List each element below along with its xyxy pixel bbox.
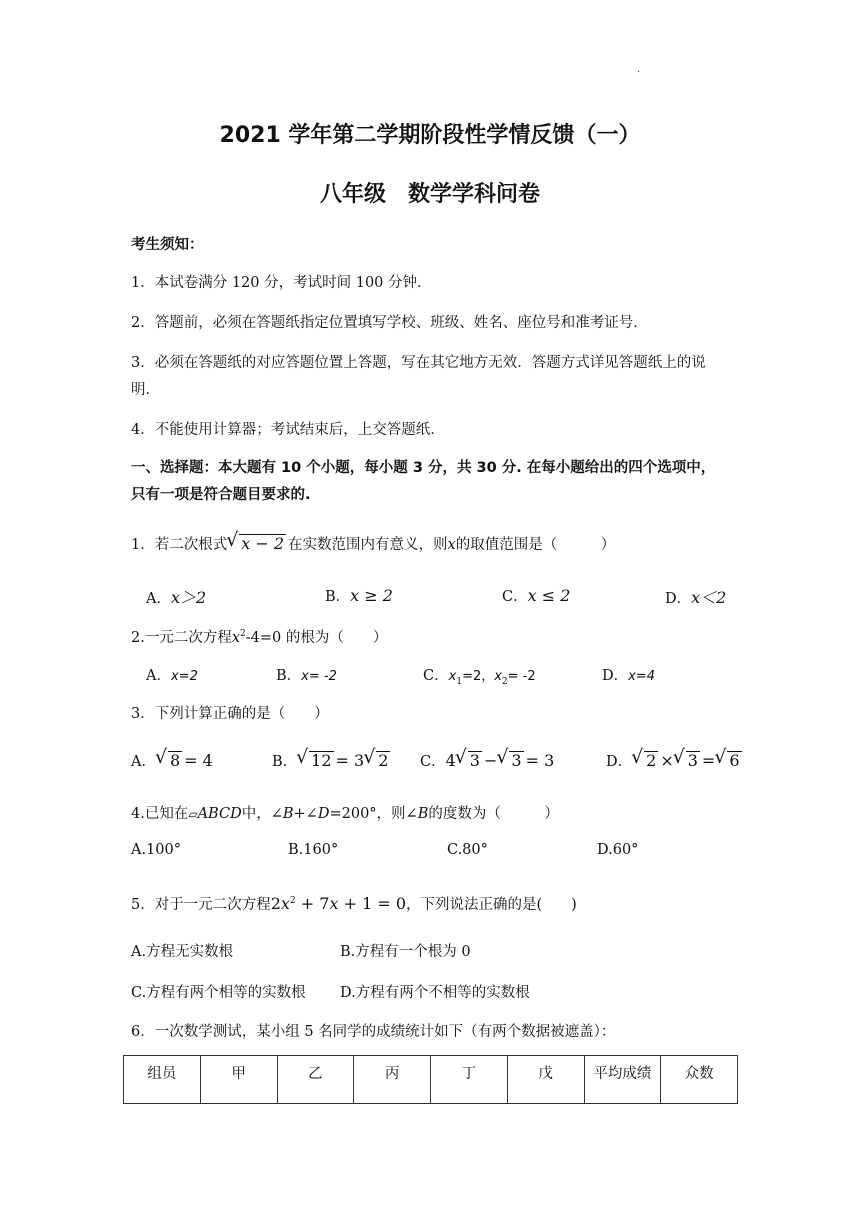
- radical: [715, 751, 741, 770]
- q4-option-a: A.100°: [131, 842, 182, 858]
- radical: [297, 751, 333, 770]
- question-6: 6．一次数学测试，某小组 5 名同学的成绩统计如下（有两个数据被遮盖）：: [131, 1024, 616, 1040]
- q4-mid1: 中，∠: [241, 806, 283, 822]
- q5-coef: 2: [270, 894, 281, 913]
- option-x2: x: [494, 669, 502, 684]
- radicand: 2: [378, 751, 389, 770]
- table-header-cell: 甲: [200, 1056, 277, 1104]
- radical: [456, 751, 482, 770]
- q5-end: + 1 = 0: [338, 894, 406, 913]
- table-row: [124, 1056, 738, 1104]
- q4-post: 的度数为（ ）: [428, 806, 559, 822]
- radical: [156, 751, 182, 770]
- notice-item: 4．不能使用计算器；考试结束后，上交答题纸．: [131, 422, 445, 438]
- q5-pre: 5．对于一元二次方程: [131, 897, 271, 913]
- option-rest: = 3: [525, 751, 555, 770]
- option-expr: x=4: [628, 669, 655, 684]
- option-expr: x ≥ 2: [350, 586, 393, 605]
- radicand: 8: [169, 751, 181, 770]
- q4-d: D: [317, 806, 330, 822]
- radical: [364, 751, 390, 770]
- radicand: 2: [646, 751, 657, 770]
- option-letter: A．: [131, 754, 156, 770]
- table-header-cell: 众数: [661, 1056, 738, 1104]
- option-v1: =2，: [462, 669, 495, 684]
- subscript: 2: [501, 676, 508, 687]
- option-x1: x: [448, 669, 457, 684]
- question-3: 3．下列计算正确的是（ ）: [131, 706, 329, 722]
- q1-option-a: [146, 585, 206, 608]
- question-2: [131, 626, 387, 647]
- q5-post: ，下列说法正确的是( ): [406, 897, 577, 913]
- q2-var: x: [231, 630, 241, 646]
- radicand: 12: [311, 751, 332, 770]
- option-expr: x= -2: [301, 669, 337, 684]
- q5-option-b: B.方程有一个根为 0: [340, 944, 471, 960]
- radicand: 3: [687, 751, 698, 770]
- q1-radicand: x − 2: [241, 534, 285, 553]
- q1-mid: 在实数范围内有意义，则: [288, 537, 448, 553]
- option-pre: 4: [445, 751, 456, 770]
- section-heading-line1: 一、选择题：本大题有 10 个小题，每小题 3 分，共 30 分. 在每小题给出的四个选项中，: [131, 460, 716, 476]
- question-4: [131, 802, 559, 823]
- option-expr: x＞2: [170, 588, 207, 607]
- radicand: 6: [729, 751, 740, 770]
- table-header-cell: 乙: [277, 1056, 354, 1104]
- q3-option-a: [131, 750, 213, 771]
- parallelogram-icon: ▱: [188, 807, 198, 821]
- q1-pre: 1．若二次根式: [131, 537, 228, 553]
- exam-title: 2021 学年第二学期阶段性学情反馈（一）: [219, 123, 641, 148]
- q4-pre: 4.已知在: [131, 806, 189, 822]
- notice-item: 明．: [131, 382, 160, 398]
- notice-heading: 考生须知：: [131, 237, 204, 253]
- q2-exp: 2: [240, 629, 246, 640]
- exam-subtitle: 八年级 数学学科问卷: [319, 182, 540, 207]
- table-header-cell: 组员: [124, 1056, 201, 1104]
- q2-option-d: [602, 664, 655, 685]
- q4-b2: B: [417, 806, 429, 822]
- table-header-cell: 平均成绩: [584, 1056, 661, 1104]
- q2-option-a: [146, 664, 198, 685]
- option-letter: B．: [325, 589, 351, 605]
- q5-option-a: A.方程无实数根: [131, 944, 234, 960]
- q4-shape: ABCD: [197, 806, 242, 822]
- scores-table: [123, 1055, 738, 1104]
- notice-item: 1．本试卷满分 120 分，考试时间 100 分钟．: [131, 275, 432, 291]
- radical: [632, 751, 658, 770]
- q5-option-d: D.方程有两个不相等的实数根: [340, 985, 530, 1001]
- option-letter: A．: [146, 668, 171, 684]
- option-expr: x=2: [170, 669, 198, 684]
- section-heading-line2: 只有一项是符合题目要求的.: [131, 487, 311, 503]
- option-rest: = 4: [184, 751, 213, 770]
- q4-mid3: =200°，则∠: [329, 806, 418, 822]
- q3-option-b: [272, 750, 392, 771]
- option-letter: D．: [665, 591, 692, 607]
- radicand: 3: [511, 751, 522, 770]
- q3-option-d: [606, 750, 744, 771]
- option-v2: = -2: [507, 669, 536, 684]
- q4-option-b: B.160°: [288, 842, 339, 858]
- option-letter: D．: [606, 754, 633, 770]
- option-mid: −: [483, 751, 498, 770]
- option-letter: C．: [502, 589, 528, 605]
- notice-item: 2．答题前，必须在答题纸指定位置填写学校、班级、姓名、座位号和准考证号．: [131, 315, 648, 331]
- q4-b: B: [282, 806, 294, 822]
- option-letter: C．: [420, 754, 446, 770]
- q1-var: x: [447, 537, 456, 553]
- q3-option-c: [420, 750, 554, 771]
- radical: [674, 751, 700, 770]
- q5-var2: x: [329, 894, 339, 913]
- q2-option-c: [423, 664, 536, 687]
- subscript: 1: [456, 676, 463, 687]
- notice-item: 3．必须在答题纸的对应答题位置上答题，写在其它地方无效．答题方式详见答题纸上的说: [131, 355, 706, 371]
- q4-mid2: +∠: [293, 806, 318, 822]
- q4-option-d: D.60°: [597, 842, 639, 858]
- option-letter: B．: [276, 668, 302, 684]
- q5-exp: 2: [289, 896, 296, 907]
- q5-option-c: C.方程有两个相等的实数根: [131, 985, 306, 1001]
- option-letter: D．: [602, 668, 629, 684]
- q5-var: x: [280, 894, 290, 913]
- question-1: [131, 533, 615, 554]
- option-letter: B．: [272, 754, 298, 770]
- question-5: [131, 893, 577, 914]
- q2-option-b: [276, 664, 337, 685]
- option-mid: = 3: [335, 751, 365, 770]
- table-header-cell: 戊: [507, 1056, 584, 1104]
- option-letter: A．: [146, 591, 171, 607]
- q4-option-c: C.80°: [447, 842, 488, 858]
- q1-post: 的取值范围是（ ）: [455, 537, 616, 553]
- q1-option-c: [502, 585, 570, 606]
- radical: [497, 751, 523, 770]
- q1-option-b: [325, 585, 393, 606]
- option-mid: ×: [660, 751, 674, 770]
- q1-radical: [227, 534, 286, 553]
- page-mark: .: [637, 64, 641, 75]
- q5-rest: + 7: [295, 894, 330, 913]
- option-letter: C．: [423, 668, 449, 684]
- radicand: 3: [469, 751, 480, 770]
- option-eq: =: [701, 751, 716, 770]
- table-header-cell: 丙: [354, 1056, 431, 1104]
- option-expr: x ≤ 2: [527, 586, 571, 605]
- table-header-cell: 丁: [431, 1056, 508, 1104]
- q2-pre: 2.一元二次方程: [131, 630, 232, 646]
- q1-option-d: [665, 585, 726, 608]
- option-expr: x＜2: [691, 588, 727, 607]
- q2-post: -4=0 的根为（ ）: [245, 630, 388, 646]
